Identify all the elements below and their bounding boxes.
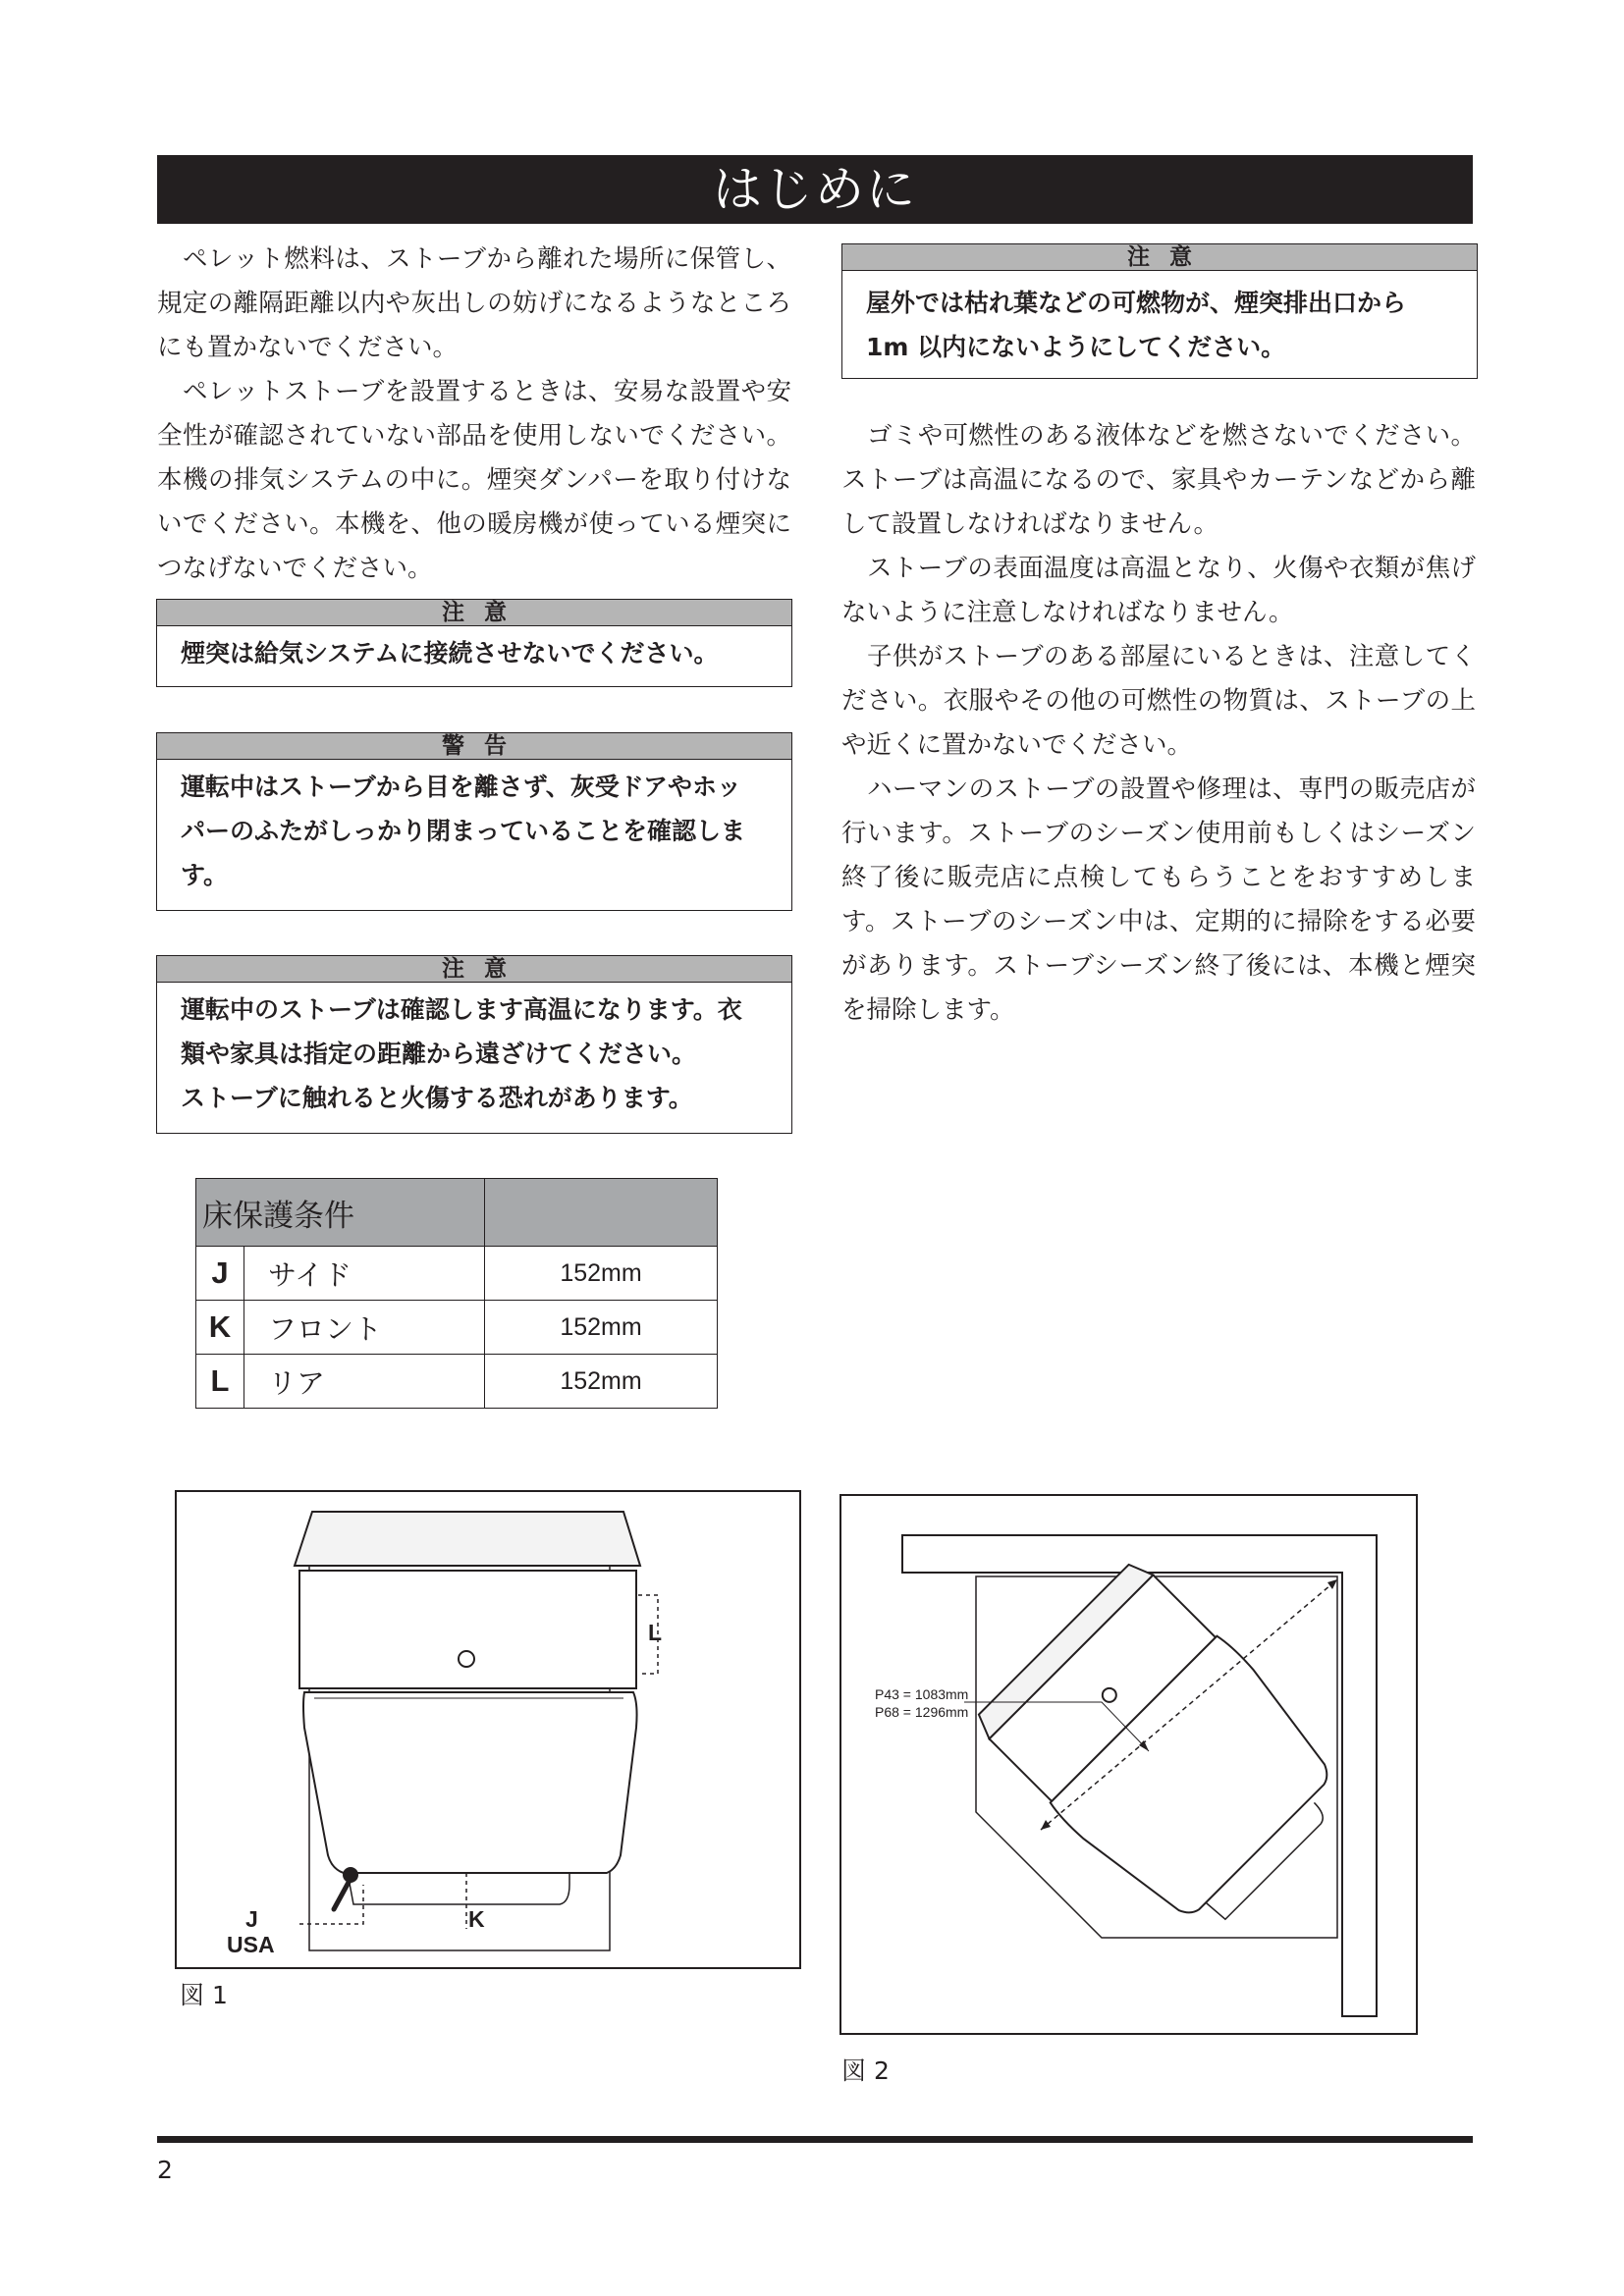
table-label: フロント: [244, 1301, 485, 1355]
notice-line: 運転中のストーブは確認します高温になります。衣: [181, 995, 742, 1024]
table-key: J: [196, 1247, 244, 1301]
notice-label: 注意: [157, 600, 791, 626]
notice-line: 屋外では枯れ葉などの可燃物が、煙突排出口から: [866, 289, 1407, 317]
footer-rule: [157, 2136, 1473, 2143]
table-value: 152mm: [485, 1355, 718, 1409]
figure-label-usa: USA: [227, 1932, 275, 1957]
notice-label: 注意: [842, 244, 1477, 271]
notice-line: す。: [181, 861, 229, 889]
figure-label-k: K: [468, 1906, 485, 1932]
paragraph: ストーブの表面温度は高温となり、火傷や衣類が焦げないように注意しなければなりません。: [841, 554, 1476, 627]
table-key: L: [196, 1355, 244, 1409]
corner-installation-diagram: [841, 1496, 1416, 2033]
table-row: [196, 1301, 718, 1355]
figure-1: [175, 1490, 801, 1969]
paragraph: ゴミや可燃性のある液体などを燃さないでください。ストーブは高温になるので、家具やカーテンなどから離して設置しなければなりません。: [841, 421, 1476, 539]
notice-line: 類や家具は指定の距離から遠ざけてください。: [181, 1040, 697, 1068]
notice-line: 煙突は給気システムに接続させないでください。: [181, 639, 719, 667]
caution-box-hot-surface: [156, 955, 792, 1134]
table-row: [196, 1247, 718, 1301]
spec-p68: P68 = 1296mm: [875, 1704, 969, 1720]
table-header: 床保護条件: [196, 1179, 485, 1247]
paragraph: ペレットストーブを設置するときは、安易な設置や安全性が確認されていない部品を使用しないでください。本機の排気システムの中に。煙突ダンパーを取り付けないでください。本機を、他の暖房機が使っている煙突につなげないでください。: [157, 377, 791, 583]
table-label: リア: [244, 1355, 485, 1409]
paragraph: 子供がストーブのある部屋にいるときは、注意してください。衣服やその他の可燃性の物質は、ストーブの上や近くに置かないでください。: [841, 642, 1476, 760]
caution-box-chimney: [156, 599, 792, 687]
page-title: はじめに: [157, 155, 1473, 224]
figure-label-l: L: [648, 1620, 663, 1645]
notice-label: 注意: [157, 956, 791, 983]
stove-top-view-diagram: [177, 1492, 799, 1967]
figure-2: [839, 1494, 1418, 2035]
notice-line: パーのふたがしっかり閉まっていることを確認しま: [181, 817, 746, 845]
notice-line: 運転中はストーブから目を離さず、灰受ドアやホッ: [181, 773, 742, 801]
table-value: 152mm: [485, 1247, 718, 1301]
figure-1-caption: 図 1: [180, 1981, 228, 2009]
figure-label-j: J: [245, 1906, 258, 1932]
page-number: 2: [157, 2156, 173, 2184]
notice-line: ストーブに触れると火傷する恐れがあります。: [181, 1084, 693, 1112]
spec-p43: P43 = 1083mm: [875, 1686, 969, 1702]
floor-protection-table: [195, 1178, 718, 1409]
table-key: K: [196, 1301, 244, 1355]
table-value: 152mm: [485, 1301, 718, 1355]
warning-box-operation: [156, 732, 792, 911]
caution-box-outdoor: [841, 243, 1478, 379]
figure-2-caption: 図 2: [841, 2056, 890, 2085]
notice-label: 警告: [157, 733, 791, 760]
paragraph: ハーマンのストーブの設置や修理は、専門の販売店が行います。ストーブのシーズン使用前もしくはシーズン終了後に販売店に点検してもらうことをおすすめします。ストーブのシーズン中は、定期的に掃除をする必要があります。ストーブシーズン終了後には、本機と煙突を掃除します。: [841, 774, 1476, 1025]
paragraph: ペレット燃料は、ストーブから離れた場所に保管し、規定の離隔距離以内や灰出しの妨げになるようなところにも置かないでください。: [157, 244, 791, 362]
table-label: サイド: [244, 1247, 485, 1301]
notice-line: 1m 以内にないようにしてください。: [866, 333, 1286, 361]
table-row: [196, 1355, 718, 1409]
right-safety-text: [841, 414, 1476, 1033]
left-intro-text: [157, 238, 791, 591]
